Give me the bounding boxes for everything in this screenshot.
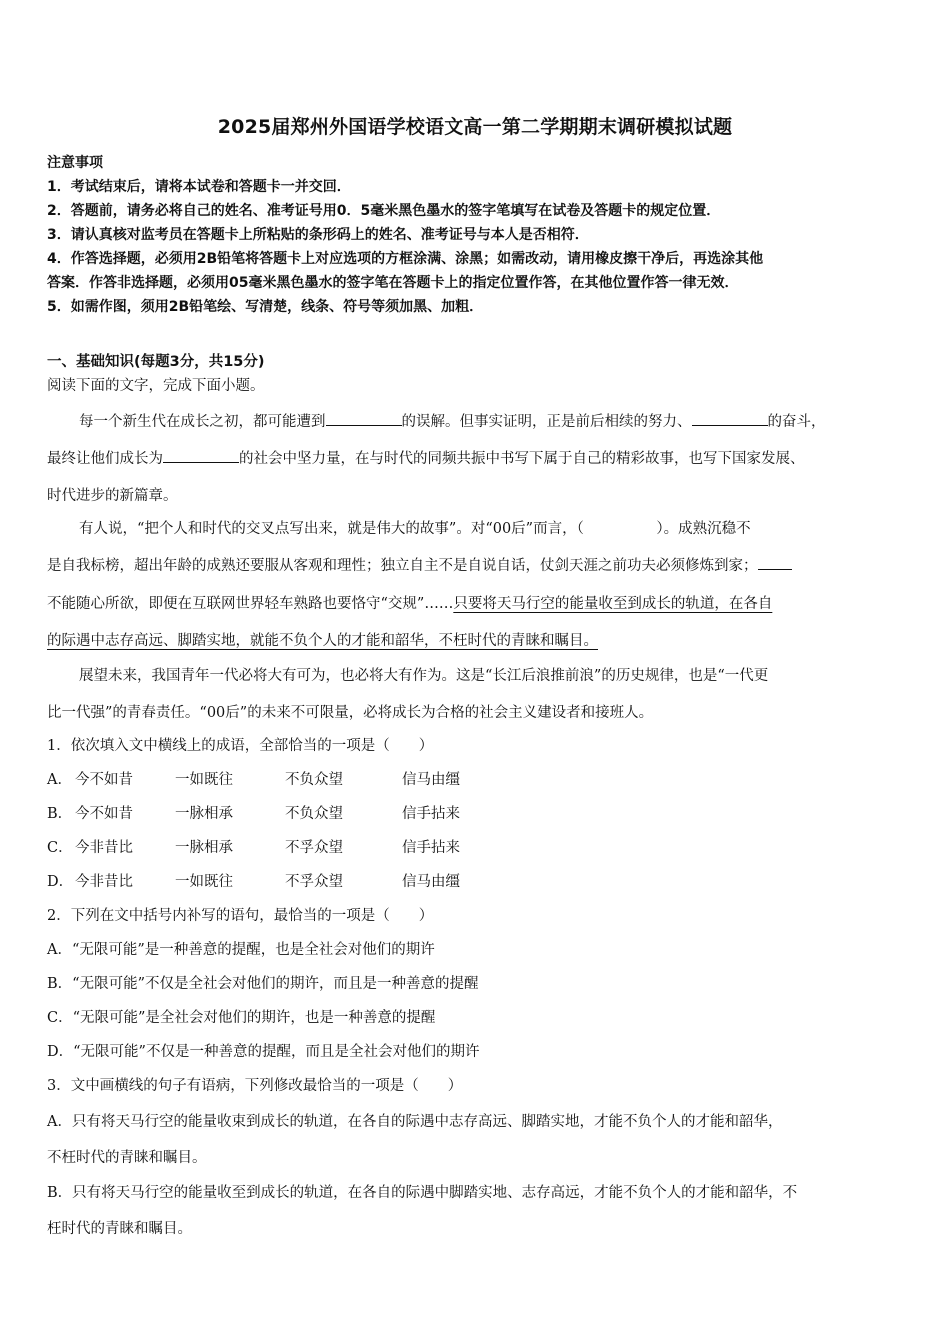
question-stem: 3．文中画横线的句子有语病，下列修改最恰当的一项是（ ） — [47, 1078, 463, 1094]
passage-line: 最终让他们成长为 的社会中坚力量，在与时代的同频共振中书写下属于自己的精彩故事，也写下国家发展、 — [47, 447, 805, 468]
q3-option-b-cont: 枉时代的青睐和瞩目。 — [47, 1221, 192, 1237]
underlined-sentence: 只要将天马行空的能量收至到成长的轨道，在各自 — [453, 596, 773, 612]
notice-item: 答案．作答非选择题，必须用05毫米黑色墨水的签字笔在答题卡上的指定位置作答，在其他位置作答一律无效． — [47, 275, 739, 291]
exam-page: 2025届郑州外国语学校语文高一第二学期期末调研模拟试题 注意事项 1．考试结束后，请将本试卷和答题卡一并交回． 2．答题前，请务必将自己的姓名、准考证号用0．5毫米黑色墨水的签字笔填写在试卷及答题卡的规定位置． 3．请认真核对监考员在答题卡上所粘贴的条形码上的姓名、准考证号与本人是否相符． 4．作答选择题，必须用2B铅笔将答题卡上对应选项的方框涂满、涂黑；如需改动，请用橡皮擦干净后，再选涂其他 答案．作答非选择题，必须用05毫米黑色墨水的签字笔在答题卡上的指定位置作答，在其他位置作答一律无效． 5．如需作图，须用2B铅笔绘、写清楚，线条、符号等须加黑、加粗． 一、基础知识(每题3分，共15分) 阅读下面的文字，完成下面小题。 每一个新生代在成长之初，都可能遭到 的误解。但事实证明，正是前后相续的努力、 的奋斗， 最终让他们成长为 的社会中坚力量，在与时代的同频共振中书写下属于自己的精彩故事，也写下国家发展、 时代进步的新篇章。 有人说，“把个人和时代的交叉点写出来，就是伟大的故事”。对“00后”而言，（ ）。成熟沉稳不 是自我标榜，超出年龄的成熟还要服从客观和理性；独立自主不是自说自话，仗剑天涯之前功夫必须修炼到家； 不能随心所欲，即便在互联网世界轻车熟路也要恪守“交规”……只要将天马行空的能量收至到成长的轨道，在各自 的际遇中志存高远、脚踏实地，就能不负个人的才能和韶华，不枉时代的青睐和瞩目。 展望未来，我国青年一代必将大有可为，也必将大有作为。这是“长江后浪推前浪”的历史规律，也是“一代更 比一代强”的青春责任。“00后”的未来不可限量，必将成长为合格的社会主义建设者和接班人。 1．依次填入文中横线上的成语，全部恰当的一项是（ ） A． 今不如昔 一如既往 不负众望 信马由缰 B． 今不如昔 一脉相承 不负众望 信手拈来 C． 今非昔比 一脉相承 不孚众望 信手拈来 D． 今非昔比 一如既往 不孚众望 信马由缰 2．下列在文中括号内补写的语句，最恰当的一项是（ ） A．“无限可能”是一种善意的提醒，也是全社会对他们的期许 B．“无限可能”不仅是全社会对他们的期许，而且是一种善意的提醒 C．“无限可能”是全社会对他们的期许，也是一种善意的提醒 D．“无限可能”不仅是一种善意的提醒，而且是全社会对他们的期许 3．文中画横线的句子有语病，下列修改最恰当的一项是（ ） A．只有将天马行空的能量收束到成长的轨道，在各自的际遇中志存高远、脚踏实地，才能不负个人的才能和韶华， 不枉时代的青睐和瞩目。 B．只有将天马行空的能量收至到成长的轨道，在各自的际遇中脚踏实地、志存高远，才能不负个人的才能和韶华，不 枉时代的青睐和瞩目。 — [0, 0, 950, 1344]
passage-line: 展望未来，我国青年一代必将大有可为，也必将大有作为。这是“长江后浪推前浪”的历史规律，也是“一代更 — [79, 668, 769, 684]
q3-option-b: B．只有将天马行空的能量收至到成长的轨道，在各自的际遇中脚踏实地、志存高远，才能不负个人的才能和韶华，不 — [47, 1185, 798, 1201]
q3-option-a: A．只有将天马行空的能量收束到成长的轨道，在各自的际遇中志存高远、脚踏实地，才能不负个人的才能和韶华， — [47, 1114, 783, 1130]
notice-item: 3．请认真核对监考员在答题卡上所粘贴的条形码上的姓名、准考证号与本人是否相符． — [47, 227, 589, 243]
notice-item: 4．作答选择题，必须用2B铅笔将答题卡上对应选项的方框涂满、涂黑；如需改动，请用橡皮擦干净后，再选涂其他 — [47, 251, 764, 267]
question-stem: 2．下列在文中括号内补写的语句，最恰当的一项是（ ） — [47, 908, 434, 924]
notice-block — [47, 151, 917, 319]
notice-item: 5．如需作图，须用2B铅笔绘、写清楚，线条、符号等须加黑、加粗． — [47, 299, 484, 315]
fill-blank — [326, 411, 402, 426]
passage-line: 有人说，“把个人和时代的交叉点写出来，就是伟大的故事”。对“00后”而言，（ ）。成熟沉稳不 — [79, 521, 751, 537]
q2-option-b: B．“无限可能”不仅是全社会对他们的期许，而且是一种善意的提醒 — [47, 976, 479, 992]
q2-option-d: D．“无限可能”不仅是一种善意的提醒，而且是全社会对他们的期许 — [47, 1044, 480, 1060]
fill-blank — [758, 555, 792, 570]
page-title: 2025届郑州外国语学校语文高一第二学期期末调研模拟试题 — [217, 116, 733, 138]
passage-line: 时代进步的新篇章。 — [47, 488, 178, 504]
reading-instruction: 阅读下面的文字，完成下面小题。 — [47, 378, 265, 394]
q3-option-a-cont: 不枉时代的青睐和瞩目。 — [47, 1150, 207, 1166]
q2-option-a: A．“无限可能”是一种善意的提醒，也是全社会对他们的期许 — [47, 942, 435, 958]
passage-line: 不能随心所欲，即便在互联网世界轻车熟路也要恪守“交规”……只要将天马行空的能量收至到成长的轨道，在各自 — [47, 596, 773, 612]
passage-line: 比一代强”的青春责任。“00后”的未来不可限量，必将成长为合格的社会主义建设者和接班人。 — [47, 705, 654, 721]
notice-item: 1．考试结束后，请将本试卷和答题卡一并交回． — [47, 179, 351, 195]
question-stem: 1．依次填入文中横线上的成语，全部恰当的一项是（ ） — [47, 738, 434, 754]
underlined-sentence: 的际遇中志存高远、脚踏实地，就能不负个人的才能和韶华，不枉时代的青睐和瞩目。 — [47, 633, 598, 649]
q2-option-c: C．“无限可能”是全社会对他们的期许，也是一种善意的提醒 — [47, 1010, 436, 1026]
passage-line: 每一个新生代在成长之初，都可能遭到 的误解。但事实证明，正是前后相续的努力、 的奋斗， — [79, 410, 826, 431]
notice-item: 2．答题前，请务必将自己的姓名、准考证号用0．5毫米黑色墨水的签字笔填写在试卷及答题卡的规定位置． — [47, 203, 721, 219]
passage-line: 是自我标榜，超出年龄的成熟还要服从客观和理性；独立自主不是自说自话，仗剑天涯之前功夫必须修炼到家； — [47, 554, 792, 575]
fill-blank — [163, 448, 239, 463]
fill-blank — [692, 411, 768, 426]
notice-heading: 注意事项 — [47, 155, 103, 171]
section-heading: 一、基础知识(每题3分，共15分) — [47, 354, 265, 370]
